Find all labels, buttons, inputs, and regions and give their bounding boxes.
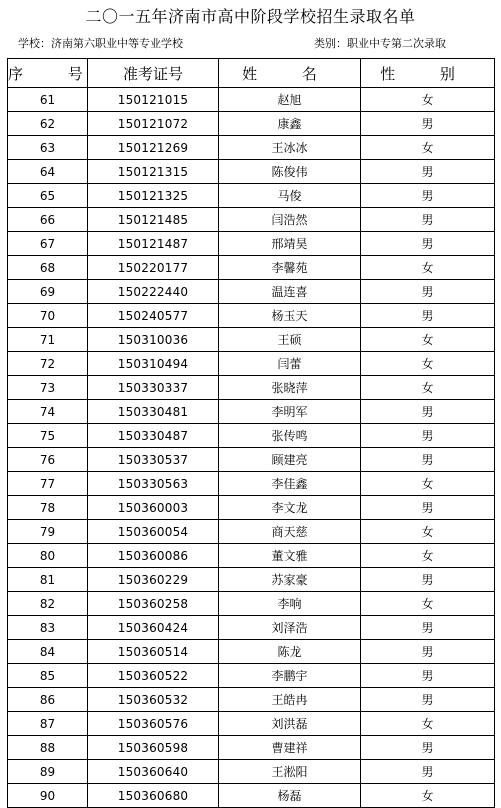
cell-gender: 男 [361,208,495,232]
table-row [8,136,495,160]
header-row [8,59,495,88]
cell-name: 李佳鑫 [219,472,361,496]
cell-name: 赵旭 [219,88,361,112]
cell-seq: 82 [8,592,88,616]
table-row [8,568,495,592]
cell-exam-id: 150360576 [88,712,219,736]
header-seq: 序 号 [8,59,88,88]
cell-seq: 83 [8,616,88,640]
table-row [8,400,495,424]
cell-seq: 86 [8,688,88,712]
cell-exam-id: 150360640 [88,760,219,784]
cell-exam-id: 150360598 [88,736,219,760]
cell-gender: 男 [361,280,495,304]
table-row [8,448,495,472]
cell-gender: 女 [361,712,495,736]
cell-seq: 64 [8,160,88,184]
cell-seq: 65 [8,184,88,208]
cell-seq: 78 [8,496,88,520]
cell-exam-id: 150360003 [88,496,219,520]
cell-exam-id: 150330537 [88,448,219,472]
cell-gender: 女 [361,784,495,808]
table-row [8,376,495,400]
cell-exam-id: 150330487 [88,424,219,448]
cell-gender: 女 [361,520,495,544]
table-row [8,688,495,712]
cell-name: 王冰冰 [219,136,361,160]
cell-name: 董文雅 [219,544,361,568]
table-row [8,352,495,376]
table-row [8,88,495,112]
cell-exam-id: 150360054 [88,520,219,544]
table-row [8,592,495,616]
cell-seq: 85 [8,664,88,688]
cell-gender: 女 [361,328,495,352]
cell-seq: 63 [8,136,88,160]
table-row [8,424,495,448]
cell-name: 李明军 [219,400,361,424]
table-row [8,544,495,568]
cell-seq: 69 [8,280,88,304]
cell-name: 杨玉天 [219,304,361,328]
table-row [8,784,495,808]
cell-name: 王皓冉 [219,688,361,712]
cell-gender: 女 [361,592,495,616]
cell-seq: 67 [8,232,88,256]
cell-name: 陈俊伟 [219,160,361,184]
cell-gender: 男 [361,232,495,256]
table-row [8,616,495,640]
cell-name: 张晓萍 [219,376,361,400]
cell-seq: 81 [8,568,88,592]
cell-exam-id: 150360680 [88,784,219,808]
table-row [8,664,495,688]
cell-exam-id: 150310036 [88,328,219,352]
cell-seq: 80 [8,544,88,568]
table-row [8,520,495,544]
cell-exam-id: 150121485 [88,208,219,232]
cell-gender: 男 [361,448,495,472]
cell-exam-id: 150360522 [88,664,219,688]
cell-name: 闫蕾 [219,352,361,376]
school-label: 学校：济南第六职业中等专业学校 [18,37,183,50]
header-exam-id: 准考证号 [88,59,219,88]
cell-exam-id: 150121325 [88,184,219,208]
header-gender: 性 别 [361,59,495,88]
cell-gender: 女 [361,472,495,496]
cell-seq: 61 [8,88,88,112]
cell-seq: 90 [8,784,88,808]
table-row [8,112,495,136]
cell-name: 李文龙 [219,496,361,520]
cell-name: 苏家豪 [219,568,361,592]
table-row [8,328,495,352]
cell-exam-id: 150121315 [88,160,219,184]
document-title: 二〇一五年济南市高中阶段学校招生录取名单 [85,7,416,26]
cell-gender: 男 [361,736,495,760]
cell-exam-id: 150360229 [88,568,219,592]
cell-gender: 男 [361,760,495,784]
table-row [8,160,495,184]
cell-gender: 女 [361,88,495,112]
cell-gender: 男 [361,184,495,208]
cell-exam-id: 150220177 [88,256,219,280]
cell-seq: 75 [8,424,88,448]
cell-exam-id: 150310494 [88,352,219,376]
table-row [8,208,495,232]
cell-name: 马俊 [219,184,361,208]
table-row [8,184,495,208]
cell-exam-id: 150360424 [88,616,219,640]
table-row [8,640,495,664]
cell-gender: 男 [361,112,495,136]
table-row [8,256,495,280]
cell-gender: 女 [361,136,495,160]
cell-name: 王硕 [219,328,361,352]
cell-name: 李响 [219,592,361,616]
cell-gender: 女 [361,352,495,376]
cell-seq: 72 [8,352,88,376]
cell-name: 邢靖昊 [219,232,361,256]
table-row [8,496,495,520]
table-row [8,736,495,760]
cell-seq: 88 [8,736,88,760]
cell-seq: 70 [8,304,88,328]
cell-seq: 71 [8,328,88,352]
cell-name: 商天慈 [219,520,361,544]
table-row [8,760,495,784]
cell-gender: 男 [361,424,495,448]
cell-name: 曹建祥 [219,736,361,760]
cell-seq: 79 [8,520,88,544]
cell-exam-id: 150330481 [88,400,219,424]
cell-name: 顾建亮 [219,448,361,472]
cell-name: 温连喜 [219,280,361,304]
cell-exam-id: 150121072 [88,112,219,136]
cell-gender: 女 [361,544,495,568]
cell-exam-id: 150240577 [88,304,219,328]
cell-name: 陈龙 [219,640,361,664]
cell-exam-id: 150360514 [88,640,219,664]
cell-gender: 男 [361,160,495,184]
cell-gender: 女 [361,376,495,400]
admission-table [7,58,495,808]
cell-name: 王淞阳 [219,760,361,784]
cell-name: 杨磊 [219,784,361,808]
cell-name: 康鑫 [219,112,361,136]
cell-seq: 74 [8,400,88,424]
cell-seq: 87 [8,712,88,736]
cell-seq: 76 [8,448,88,472]
cell-gender: 女 [361,256,495,280]
table-row [8,712,495,736]
cell-name: 闫浩然 [219,208,361,232]
cell-gender: 男 [361,664,495,688]
cell-exam-id: 150360086 [88,544,219,568]
category-label: 类别：职业中专第二次录取 [314,37,446,50]
header-name: 姓 名 [219,59,361,88]
cell-exam-id: 150360532 [88,688,219,712]
cell-seq: 84 [8,640,88,664]
cell-gender: 男 [361,568,495,592]
cell-seq: 68 [8,256,88,280]
cell-exam-id: 150121269 [88,136,219,160]
table-row [8,472,495,496]
cell-seq: 73 [8,376,88,400]
table-row [8,232,495,256]
cell-exam-id: 150330563 [88,472,219,496]
cell-name: 李馨苑 [219,256,361,280]
cell-gender: 男 [361,304,495,328]
cell-seq: 77 [8,472,88,496]
cell-exam-id: 150360258 [88,592,219,616]
cell-name: 张传鸣 [219,424,361,448]
cell-exam-id: 150121487 [88,232,219,256]
cell-seq: 89 [8,760,88,784]
cell-gender: 男 [361,496,495,520]
cell-name: 刘泽浩 [219,616,361,640]
table-row [8,280,495,304]
cell-seq: 62 [8,112,88,136]
table-row [8,304,495,328]
cell-gender: 男 [361,688,495,712]
cell-exam-id: 150222440 [88,280,219,304]
cell-gender: 男 [361,616,495,640]
cell-exam-id: 150121015 [88,88,219,112]
cell-gender: 男 [361,640,495,664]
cell-seq: 66 [8,208,88,232]
cell-gender: 男 [361,400,495,424]
cell-name: 李鹏宇 [219,664,361,688]
cell-exam-id: 150330337 [88,376,219,400]
cell-name: 刘洪磊 [219,712,361,736]
